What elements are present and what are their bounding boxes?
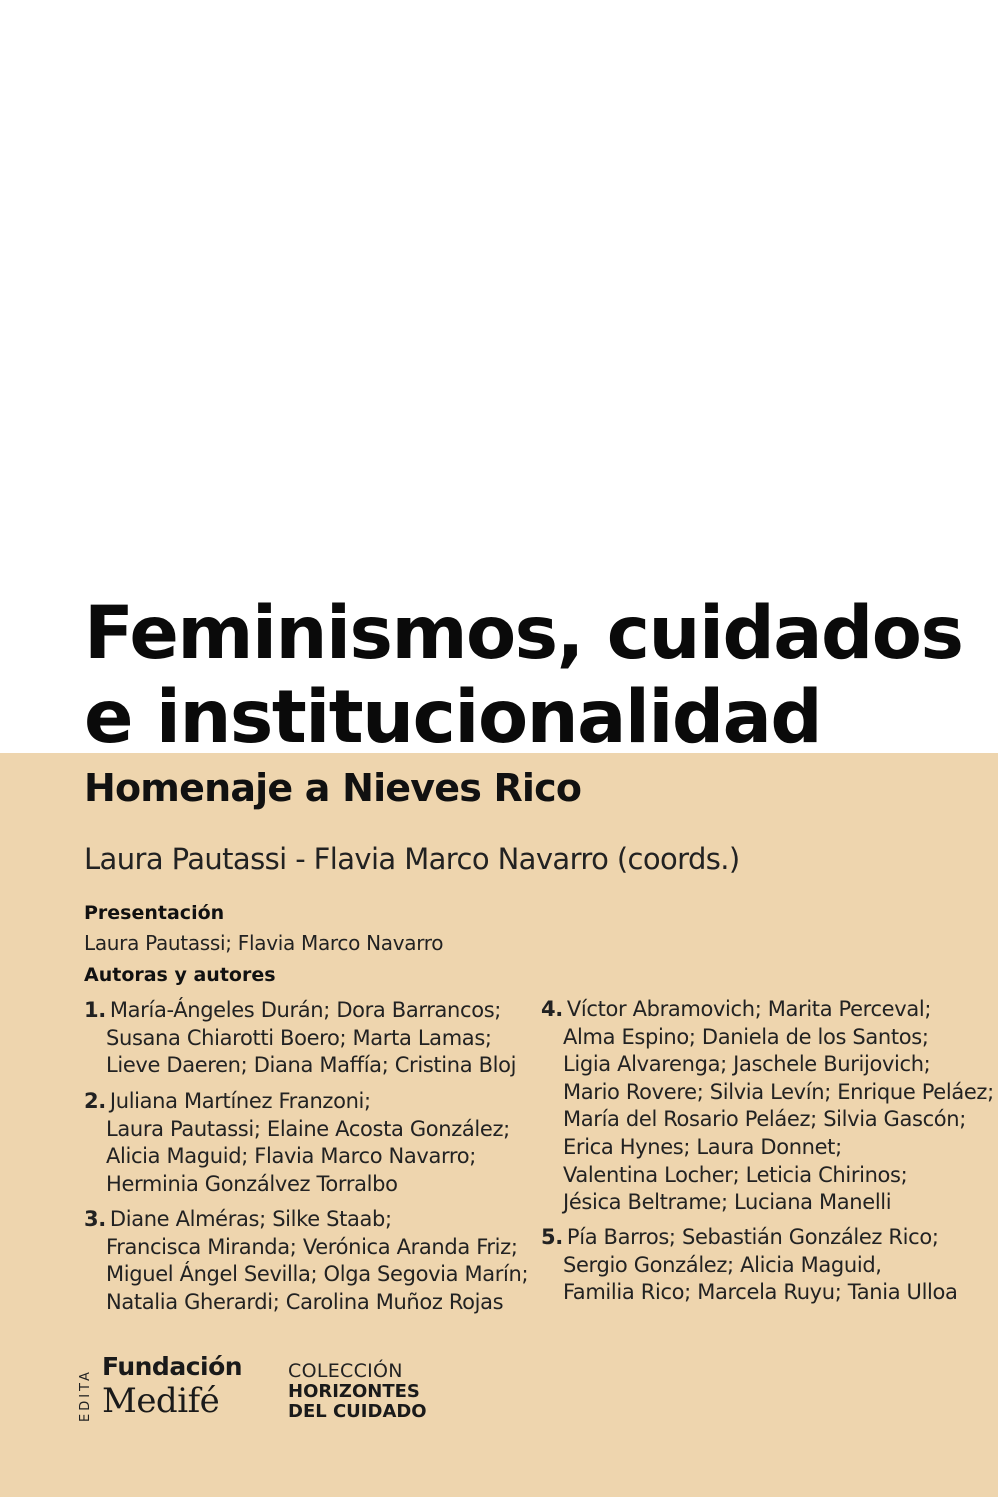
author-line: 5. Pía Barros; Sebastián González Rico; xyxy=(541,1225,939,1249)
collection-name-line-1: HORIZONTES xyxy=(288,1381,420,1402)
author-group-1 xyxy=(84,997,516,1080)
author-line: Sergio González; Alicia Maguid, xyxy=(563,1252,882,1277)
author-line: 3. Diane Alméras; Silke Staab; xyxy=(84,1207,392,1231)
author-line: Herminia Gonzálvez Torralbo xyxy=(106,1171,398,1196)
author-line: Mario Rovere; Silvia Levín; Enrique Peláez; xyxy=(563,1079,994,1104)
author-line: Erica Hynes; Laura Donnet; xyxy=(563,1134,842,1159)
presentacion-names: Laura Pautassi; Flavia Marco Navarro xyxy=(84,931,444,955)
group-number: 4. xyxy=(541,997,563,1021)
author-group-4 xyxy=(541,996,994,1217)
author-line: Alicia Maguid; Flavia Marco Navarro; xyxy=(106,1144,476,1169)
author-line: Alma Espino; Daniela de los Santos; xyxy=(563,1024,929,1049)
author-line: Ligia Alvarenga; Jaschele Burijovich; xyxy=(563,1052,931,1077)
publisher-logo-medife: Medifé xyxy=(102,1381,220,1421)
group-number: 3. xyxy=(84,1207,106,1231)
author-line: Jésica Beltrame; Luciana Manelli xyxy=(563,1190,892,1215)
collection-name-line-2: DEL CUIDADO xyxy=(288,1401,427,1422)
author-line: 4. Víctor Abramovich; Marita Perceval; xyxy=(541,997,932,1021)
coordinators: Laura Pautassi - Flavia Marco Navarro (coords.) xyxy=(84,842,740,876)
authors-heading: Autoras y autores xyxy=(84,964,276,986)
group-number: 5. xyxy=(541,1225,563,1249)
author-line: 1. María-Ángeles Durán; Dora Barrancos; xyxy=(84,998,502,1022)
author-line: Lieve Daeren; Diana Maffía; Cristina Bloj xyxy=(106,1053,517,1078)
author-group-5 xyxy=(541,1224,958,1307)
book-title-line-2: e institucionalidad xyxy=(84,675,822,757)
book-subtitle: Homenaje a Nieves Rico xyxy=(84,766,582,810)
publisher-logo-fundacion: Fundación xyxy=(102,1352,243,1381)
book-title xyxy=(84,592,984,757)
group-number: 2. xyxy=(84,1089,106,1113)
book-title-line-1: Feminismos, cuidados xyxy=(84,592,963,676)
author-line: Susana Chiarotti Boero; Marta Lamas; xyxy=(106,1025,492,1050)
author-line: Laura Pautassi; Elaine Acosta González; xyxy=(106,1116,510,1141)
author-line: María del Rosario Peláez; Silvia Gascón; xyxy=(563,1107,966,1132)
author-line: Miguel Ángel Sevilla; Olga Segovia Marín; xyxy=(106,1262,529,1287)
author-line: Francisca Miranda; Verónica Aranda Friz; xyxy=(106,1234,518,1259)
author-line: Familia Rico; Marcela Ruyu; Tania Ulloa xyxy=(563,1280,958,1305)
presentacion-heading: Presentación xyxy=(84,902,225,924)
group-number: 1. xyxy=(84,998,106,1022)
edita-label: EDITA xyxy=(78,1369,93,1422)
author-group-2 xyxy=(84,1088,510,1198)
author-line: 2. Juliana Martínez Franzoni; xyxy=(84,1089,371,1113)
coleccion-label: COLECCIÓN xyxy=(288,1360,403,1382)
author-line: Valentina Locher; Leticia Chirinos; xyxy=(563,1162,908,1187)
author-group-3 xyxy=(84,1206,528,1316)
author-line: Natalia Gherardi; Carolina Muñoz Rojas xyxy=(106,1289,504,1314)
